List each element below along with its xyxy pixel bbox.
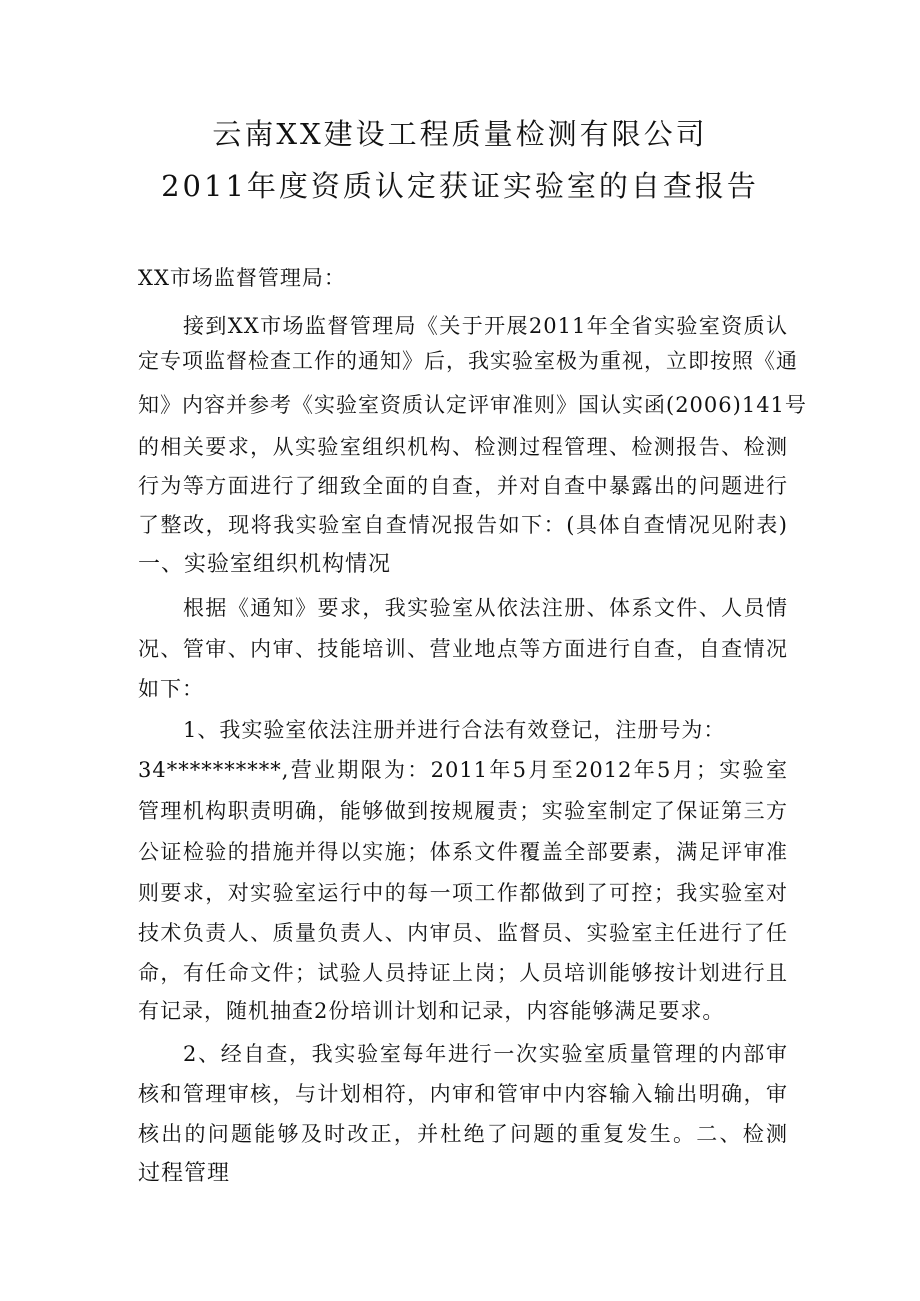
paragraph-line: 了整改，现将我实验室自查情况报告如下：(具体自查情况见附表)	[138, 513, 788, 537]
paragraph-line: 则要求，对实验室运行中的每一项工作都做到了可控；我实验室对	[138, 881, 788, 905]
paragraph-line: 有记录，随机抽查2份培训计划和记录，内容能够满足要求。	[138, 999, 725, 1023]
paragraph-line: 况、管审、内审、技能培训、营业地点等方面进行自查，自查情况	[138, 637, 788, 661]
document-title-report: 2011年度资质认定获证实验室的自查报告	[161, 169, 759, 203]
paragraph-line: 根据《通知》要求，我实验室从依法注册、体系文件、人员情	[183, 596, 788, 620]
paragraph-line: 命，有任命文件；试验人员持证上岗；人员培训能够按计划进行且	[138, 961, 788, 985]
paragraph-line: 技术负责人、质量负责人、内审员、监督员、实验室主任进行了任	[138, 921, 788, 945]
paragraph-line: 核和管理审核，与计划相符，内审和管审中内容输入输出明确，审	[138, 1082, 788, 1106]
section-heading-organization: 一、实验室组织机构情况	[138, 552, 392, 577]
paragraph-line: 管理机构职责明确，能够做到按规履责；实验室制定了保证第三方	[138, 799, 788, 823]
salutation: XX市场监督管理局：	[138, 266, 346, 290]
paragraph-line: 核出的问题能够及时改正，并杜绝了问题的重复发生。二、检测	[138, 1122, 788, 1146]
section-heading-process: 过程管理	[138, 1161, 231, 1186]
paragraph-line: 知》内容并参考《实验室资质认定评审准则》国认实函(2006)141号	[138, 393, 807, 417]
paragraph-line: 1、我实验室依法注册并进行合法有效登记，注册号为：	[183, 718, 726, 742]
paragraph-line: 34**********,营业期限为：2011年5月至2012年5月；实验室	[138, 758, 788, 782]
paragraph-line: 行为等方面进行了细致全面的自查，并对自查中暴露出的问题进行	[138, 474, 788, 498]
paragraph-line: 如下：	[138, 677, 204, 701]
paragraph-line: 的相关要求，从实验室组织机构、检测过程管理、检测报告、检测	[138, 435, 788, 459]
paragraph-line: 2、经自查，我实验室每年进行一次实验室质量管理的内部审	[183, 1042, 788, 1066]
paragraph-line: 定专项监督检查工作的通知》后，我实验室极为重视，立即按照《通	[138, 349, 798, 373]
paragraph-line: 公证检验的措施并得以实施；体系文件覆盖全部要素，满足评审准	[138, 840, 788, 864]
paragraph-line: 接到XX市场监督管理局《关于开展2011年全省实验室资质认	[183, 314, 788, 338]
document-title-company: 云南XX建设工程质量检测有限公司	[212, 117, 708, 151]
